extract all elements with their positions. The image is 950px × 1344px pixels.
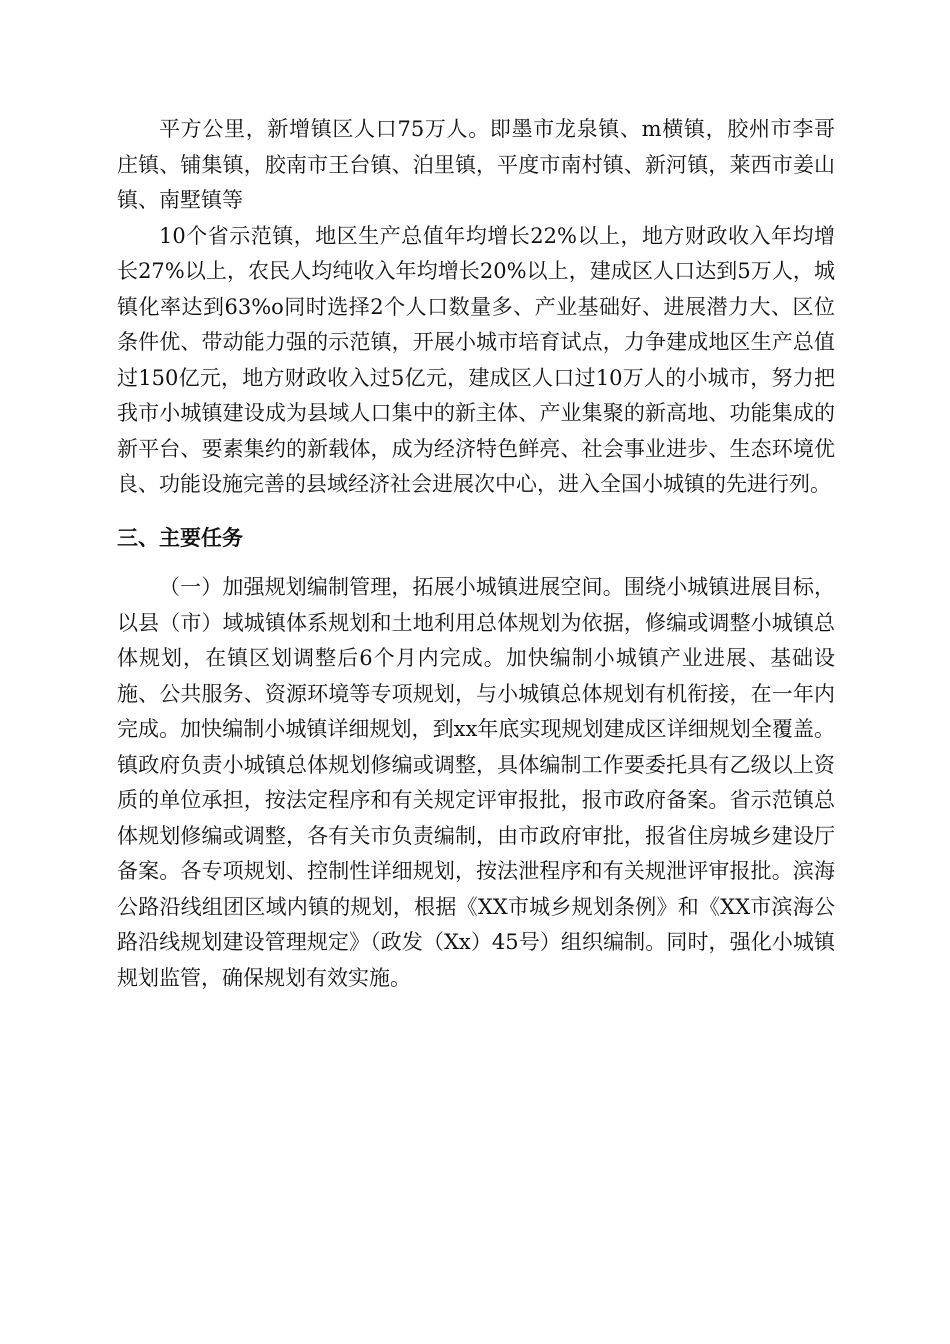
paragraph-continuation: 平方公里，新增镇区人口75万人。即墨市龙泉镇、m横镇，胶州市李哥庄镇、铺集镇，胶南市王台镇、泊里镇，平度市南村镇、新河镇，莱西市姜山镇、南墅镇等 <box>117 117 835 212</box>
paragraph-goals: 10个省示范镇，地区生产总值年均增长22%以上，地方财政收入年均增长27%以上，农民人均纯收入年均增长20%以上，建成区人口达到5万人，城镇化率达到63%o同时选择2个人口数量多、产业基础好、进展潜力大、区位条件优、带动能力强的示范镇，开展小城市培育试点，力争建成地区生产总值过150亿元，地方财政收入过5亿元，建成区人口过10万人的小城市，努力把我市小城镇建设成为县域人口集中的新主体、产业集聚的新高地、功能集成的新平台、要素集约的新载体，成为经济特色鲜亮、社会事业进步、生态环境优良、功能设施完善的县域经济社会进展次中心，进入全国小城镇的先进行列。 <box>117 223 835 496</box>
section-heading: 三、主要任务 <box>117 525 243 550</box>
paragraph-planning-task: （一）加强规划编制管理，拓展小城镇进展空间。围绕小城镇进展目标，以县（市）域城镇体系规划和土地利用总体规划为依据，修编或调整小城镇总体规划，在镇区划调整后6个月内完成。加快编制小城镇产业进展、基础设施、公共服务、资源环境等专项规划，与小城镇总体规划有机衔接，在一年内完成。加快编制小城镇详细规划，到xx年底实现规划建成区详细规划全覆盖。镇政府负责小城镇总体规划修编或调整，具体编制工作要委托具有乙级以上资质的单位承担，按法定程序和有关规定评审报批，报市政府备案。省示范镇总体规划修编或调整，各有关市负责编制，由市政府审批，报省住房城乡建设厅备案。各专项规划、控制性详细规划，按法泄程序和有关规泄评审报批。滨海公路沿线组团区域内镇的规划，根据《XX市城乡规划条例》和《XX市滨海公路沿线规划建设管理规定》（政发（Xx）45号）组织编制。同时，强化小城镇规划监管，确保规划有效实施。 <box>117 575 835 990</box>
document-body <box>117 112 835 996</box>
